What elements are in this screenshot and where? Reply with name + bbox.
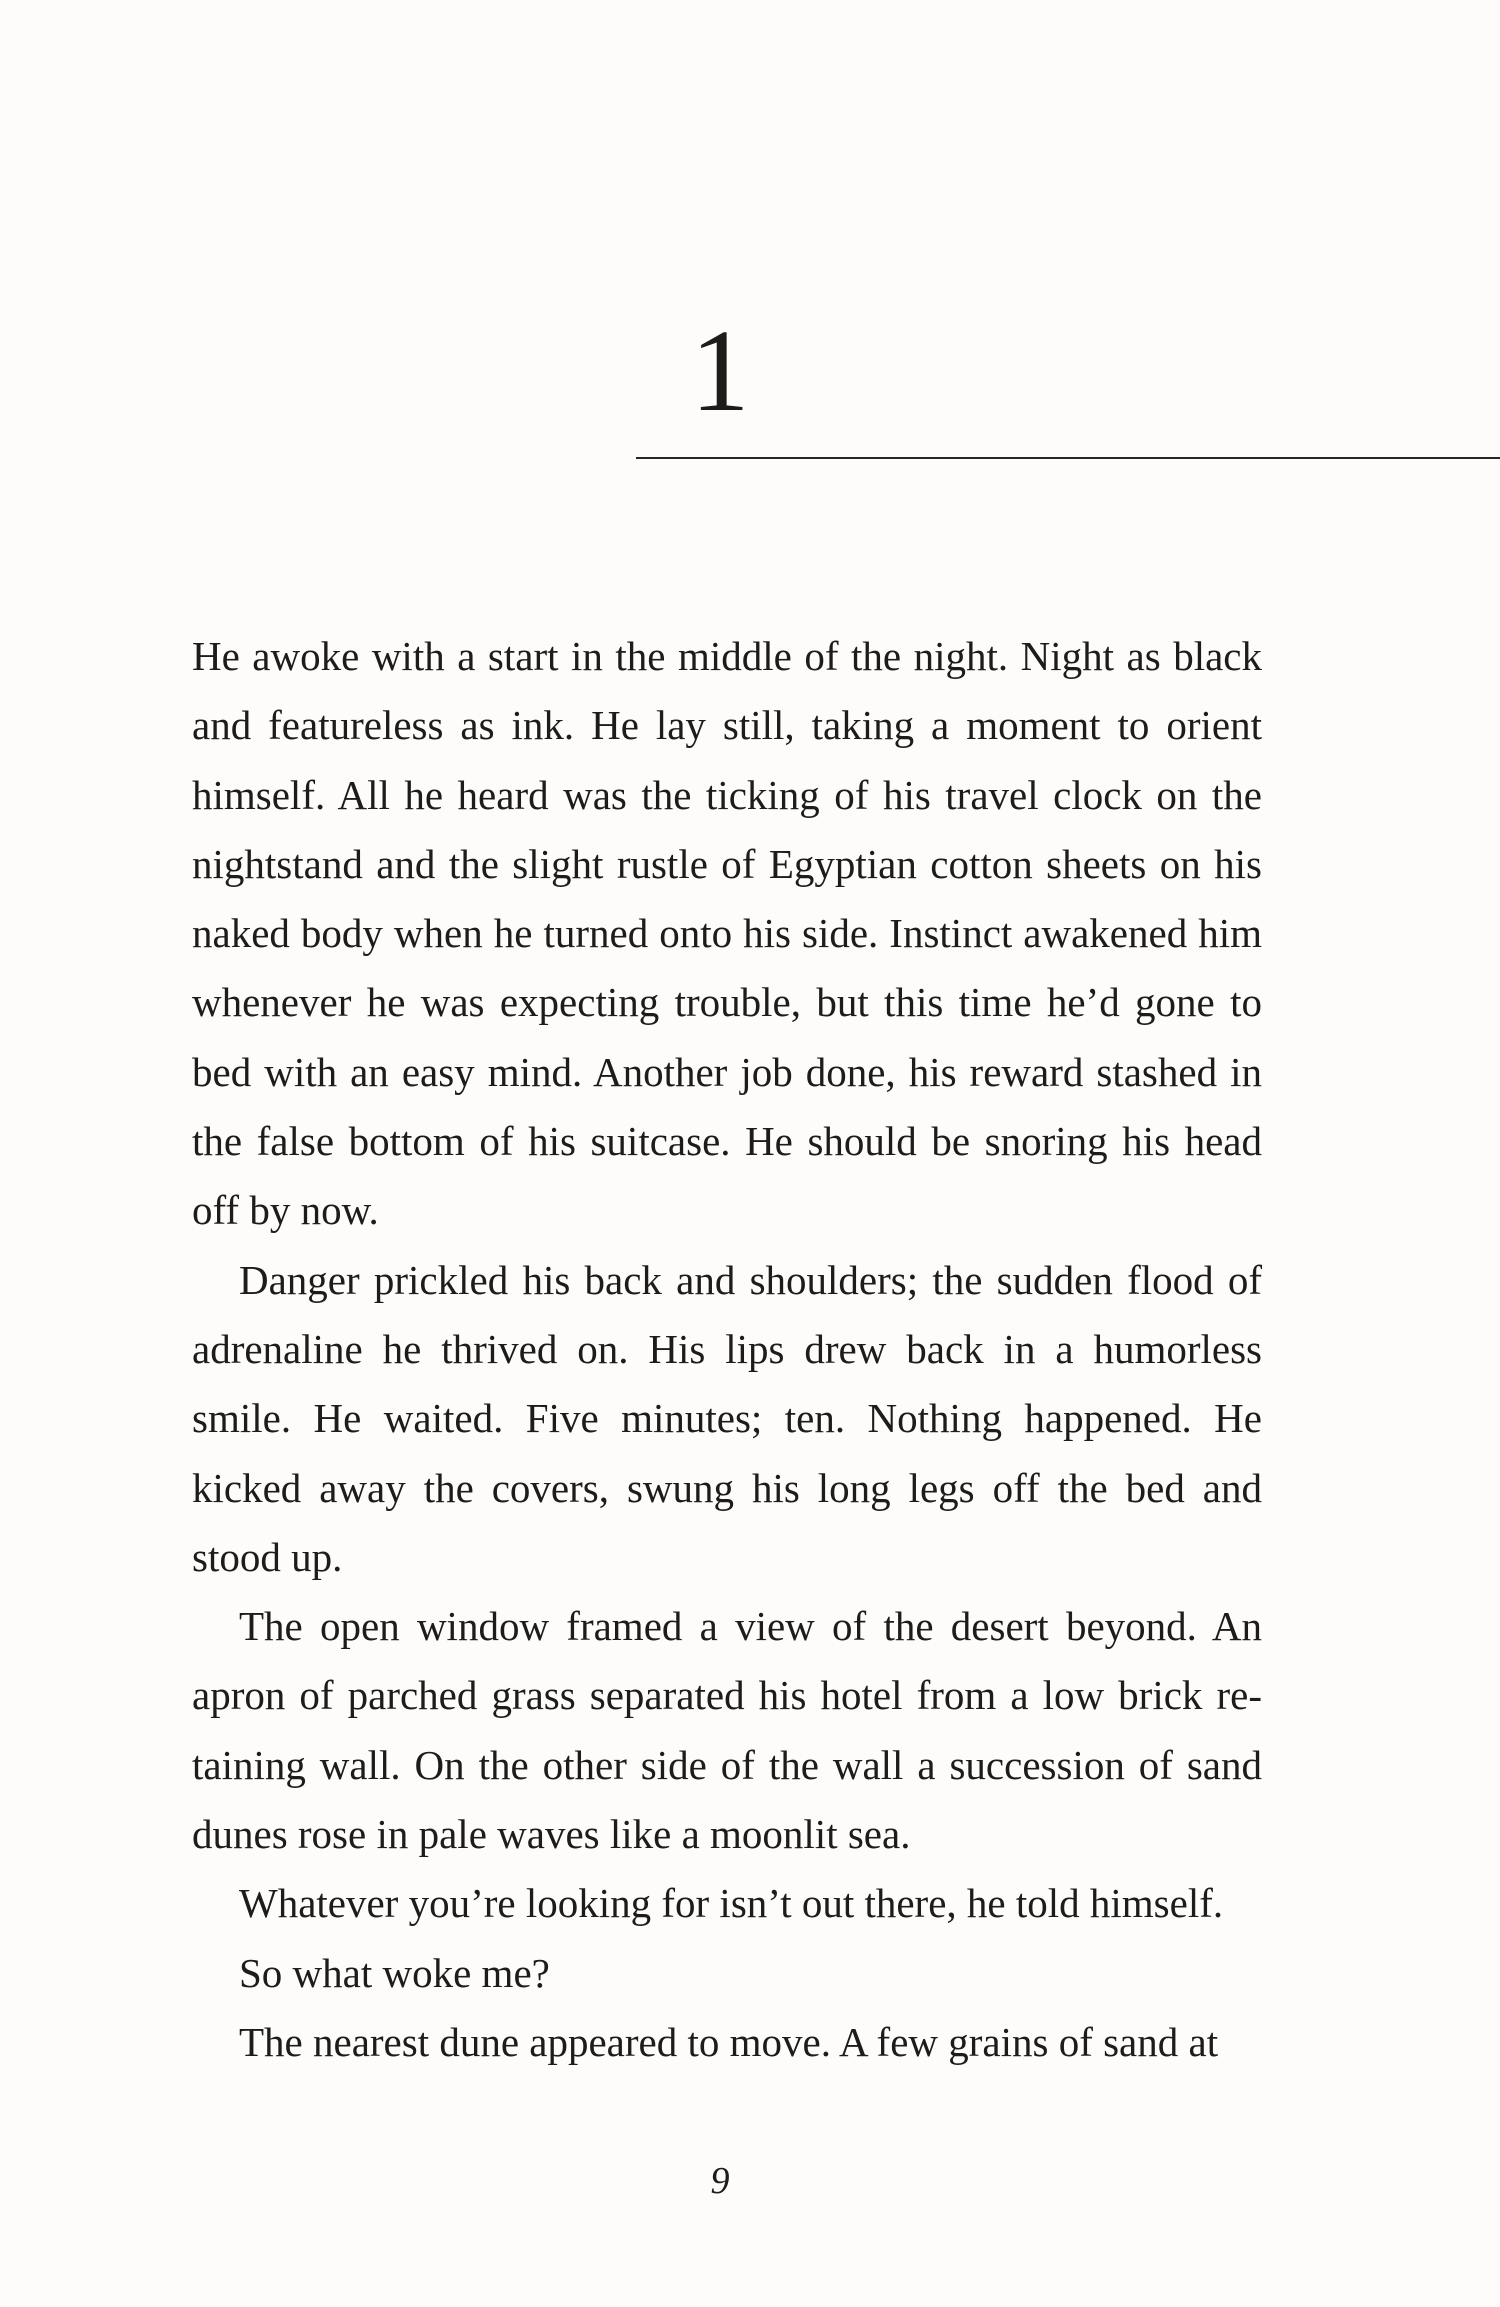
- body-text: [192, 622, 1262, 2077]
- paragraph-2: Danger prickled his back and shoulders; the sudden flood of adrenaline he thrived on. His lips drew back in a humorless smile. He waited. Five minutes; ten. Nothing happened. He kicked away the covers, swung his long legs off the bed and stood up.: [192, 1256, 1262, 1580]
- chapter-number: 1: [690, 305, 750, 436]
- page-number: 9: [710, 2160, 730, 2202]
- paragraph-3: The open window framed a view of the desert beyond. An apron of parched grass separated his hotel from a low brick retaining wall. On the other side of the wall a succession of sand dunes rose in pale waves like a moonlit sea.: [192, 1603, 1262, 1858]
- paragraph-6: The nearest dune appeared to move. A few grains of sand at: [239, 2018, 1219, 2065]
- chapter-divider-rule: [636, 457, 1500, 459]
- paragraph-1: He awoke with a start in the middle of the night. Night as black and featureless as ink. He lay still, taking a moment to orient himself. All he heard was the ticking of his travel clock on the nightstand and the slight rustle of Egyptian cotton sheets on his naked body when he turned onto his side. Instinct awakened him whenever he was expecting trouble, but this time he’d gone to bed with an easy mind. Another job done, his reward stashed in the false bottom of his suitcase. He should be snoring his head off by now.: [192, 633, 1262, 1234]
- paragraph-5: So what woke me?: [239, 1949, 550, 1996]
- paragraph-4: Whatever you’re looking for isn’t out there, he told himself.: [239, 1880, 1224, 1927]
